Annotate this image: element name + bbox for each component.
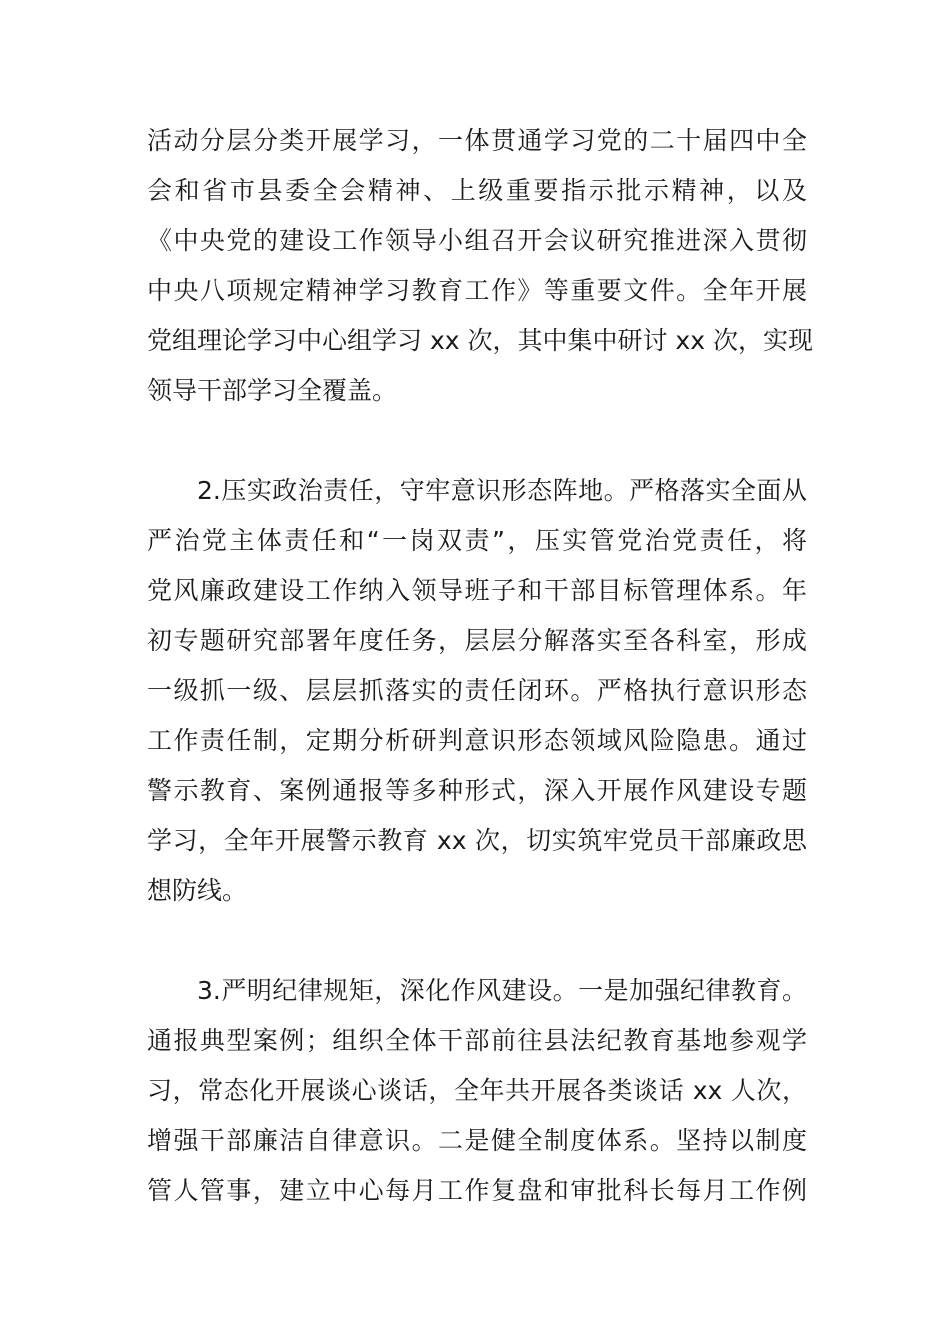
- text-line: 会和省市县委全会精神、上级重要指示批示精神，以及: [147, 176, 807, 205]
- text-line: 想防线。: [147, 876, 248, 905]
- text-line: 党风廉政建设工作纳入领导班子和干部目标管理体系。年: [147, 576, 807, 605]
- text-line: 学习，全年开展警示教育 xx 次，切实筑牢党员干部廉政思: [147, 826, 807, 855]
- text-line: 初专题研究部署年度任务，层层分解落实至各科室，形成: [147, 626, 807, 655]
- text-line: 通报典型案例；组织全体干部前往县法纪教育基地参观学: [147, 1026, 807, 1055]
- text-line: 3.严明纪律规矩，深化作风建设。一是加强纪律教育。: [197, 976, 807, 1005]
- text-line: 领导干部学习全覆盖。: [147, 376, 398, 405]
- text-line: 警示教育、案例通报等多种形式，深入开展作风建设专题: [147, 776, 807, 805]
- text-line: 工作责任制，定期分析研判意识形态领域风险隐患。通过: [147, 726, 807, 755]
- text-line: 2.压实政治责任，守牢意识形态阵地。严格落实全面从: [197, 476, 807, 505]
- text-line: 严治党主体责任和“一岗双责”，压实管党治党责任，将: [147, 526, 807, 555]
- text-line: 习，常态化开展谈心谈话，全年共开展各类谈话 xx 人次，: [147, 1076, 807, 1105]
- text-line: 中央八项规定精神学习教育工作》等重要文件。全年开展: [147, 276, 807, 305]
- text-line: 一级抓一级、层层抓落实的责任闭环。严格执行意识形态: [147, 676, 807, 705]
- text-line: 《中央党的建设工作领导小组召开会议研究推进深入贯彻: [147, 226, 807, 255]
- text-line: 党组理论学习中心组学习 xx 次，其中集中研讨 xx 次，实现: [147, 326, 813, 355]
- text-line: 增强干部廉洁自律意识。二是健全制度体系。坚持以制度: [147, 1126, 807, 1155]
- text-line: 活动分层分类开展学习，一体贯通学习党的二十届四中全: [147, 126, 807, 155]
- text-line: 管人管事，建立中心每月工作复盘和审批科长每月工作例: [147, 1176, 807, 1205]
